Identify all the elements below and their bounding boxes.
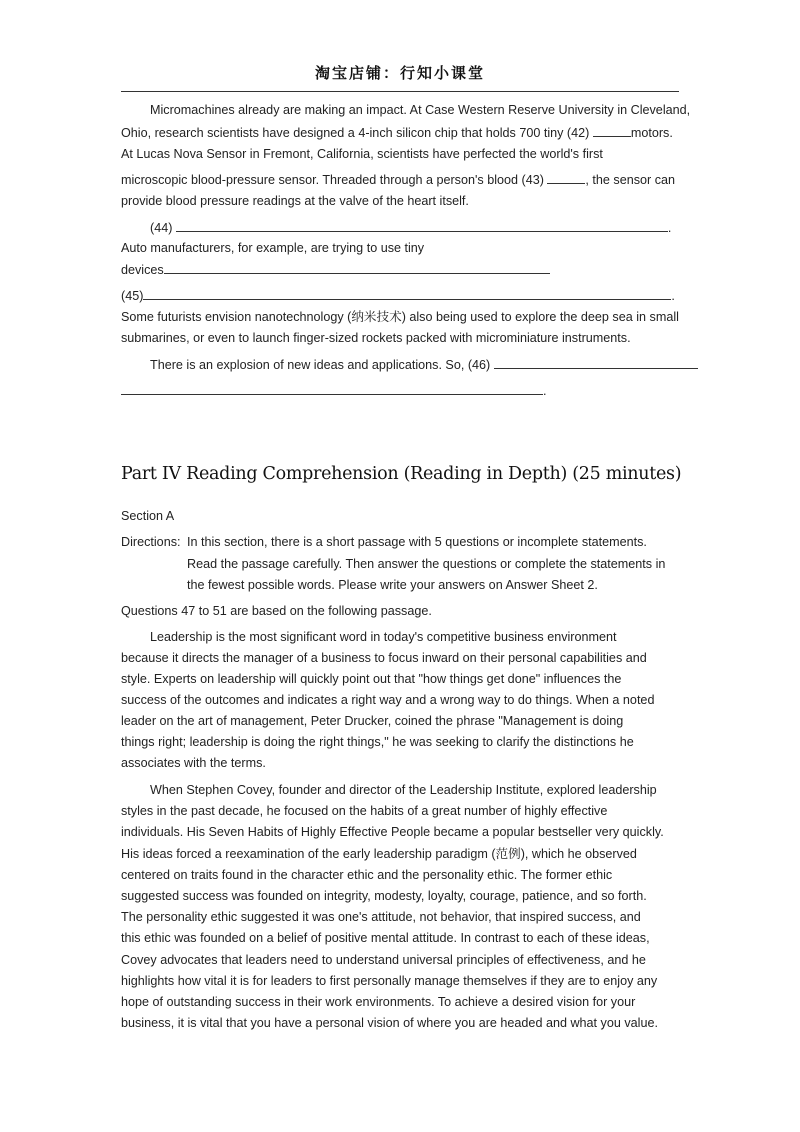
passage-line: this ethic was founded on a belief of positive mental attitude. In contrast to each of these ideas,: [121, 931, 650, 945]
blank-43[interactable]: [547, 171, 585, 184]
passage-line: leader on the art of management, Peter Drucker, coined the phrase "Management is doing: [121, 714, 624, 728]
question-46-continued: .: [121, 382, 547, 399]
directions-line: the fewest possible words. Please write your answers on Answer Sheet 2.: [187, 578, 598, 592]
passage-line: style. Experts on leadership will quickly point out that "how things get done" influences the: [121, 672, 622, 686]
blank-devices[interactable]: [164, 261, 550, 274]
question-44: (44) .: [150, 221, 672, 235]
passage-line: highlights how vital it is for leaders to first personally manage themselves if they are to enjoy any: [121, 974, 658, 988]
question-46: There is an explosion of new ideas and applications. So, (46): [150, 356, 698, 373]
blank-46-line2[interactable]: [121, 382, 543, 395]
passage-line: things right; leadership is doing the right things," he was seeking to clarify the distinctions he: [121, 735, 634, 749]
directions-line: In this section, there is a short passage with 5 questions or incomplete statements.: [187, 535, 647, 549]
passage-line: When Stephen Covey, founder and director of the Leadership Institute, explored leadership: [150, 783, 657, 797]
passage-line: microscopic blood-pressure sensor. Threaded through a person's blood (43) , the sensor can: [121, 173, 676, 187]
passage-line: His ideas forced a reexamination of the early leadership paradigm (范例), which he observed: [121, 847, 637, 861]
passage-line: associates with the terms.: [121, 756, 266, 770]
header-rule: [121, 91, 679, 92]
passage-line: because it directs the manager of a business to focus inward on their personal capabilities and: [121, 651, 647, 665]
passage-line: provide blood pressure readings at the valve of the heart itself.: [121, 194, 469, 208]
directions-line: Read the passage carefully. Then answer the questions or complete the statements in: [187, 557, 666, 571]
questions-intro: Questions 47 to 51 are based on the following passage.: [121, 604, 432, 618]
blank-45[interactable]: [143, 287, 671, 300]
page-header: 淘宝店铺：行知小课堂: [314, 64, 485, 82]
passage-line: submarines, or even to launch finger-sized rockets packed with microminiature instruments.: [121, 331, 631, 345]
blank-46[interactable]: [494, 356, 698, 369]
question-45: (45) .: [121, 289, 675, 303]
blank-44[interactable]: [176, 219, 668, 232]
passage-line: individuals. His Seven Habits of Highly Effective People became a popular bestseller very quickly.: [121, 825, 664, 839]
passage-line: business, it is vital that you have a personal vision of where you are headed and what you value.: [121, 1016, 658, 1030]
passage-line: styles in the past decade, he focused on the habits of a great number of highly effective: [121, 804, 608, 818]
blank-42[interactable]: [593, 124, 631, 137]
passage-line: At Lucas Nova Sensor in Fremont, California, scientists have perfected the world's first: [121, 147, 603, 161]
passage-line: Some futurists envision nanotechnology (纳米技术) also being used to explore the deep sea in small: [121, 310, 679, 324]
passage-line: Leadership is the most significant word in today's competitive business environment: [150, 630, 617, 644]
passage-line: Micromachines already are making an impact. At Case Western Reserve University in Cleveland,: [150, 103, 691, 117]
directions-label: Directions:: [121, 535, 181, 549]
section-label: Section A: [121, 509, 175, 523]
passage-line: Auto manufacturers, for example, are trying to use tiny: [121, 241, 425, 255]
passage-line: suggested success was founded on integrity, modesty, loyalty, courage, patience, and so forth.: [121, 889, 647, 903]
passage-line: Covey advocates that leaders need to understand universal principles of effectiveness, and he: [121, 953, 646, 967]
passage-line: centered on traits found in the character ethic and the personality ethic. The former ethic: [121, 868, 613, 882]
passage-line: success of the outcomes and indicates a right way and a wrong way to do things. When a noted: [121, 693, 655, 707]
passage-line: hope of outstanding success in their work environments. To achieve a desired vision for your: [121, 995, 636, 1009]
passage-line: devices: [121, 261, 550, 278]
part-title: Part IV Reading Comprehension (Reading in Depth) (25 minutes): [121, 464, 682, 484]
passage-line: The personality ethic suggested it was one's attitude, not behavior, that inspired success, and: [121, 910, 641, 924]
passage-line: Ohio, research scientists have designed a 4-inch silicon chip that holds 700 tiny (42) motors.: [121, 126, 673, 140]
